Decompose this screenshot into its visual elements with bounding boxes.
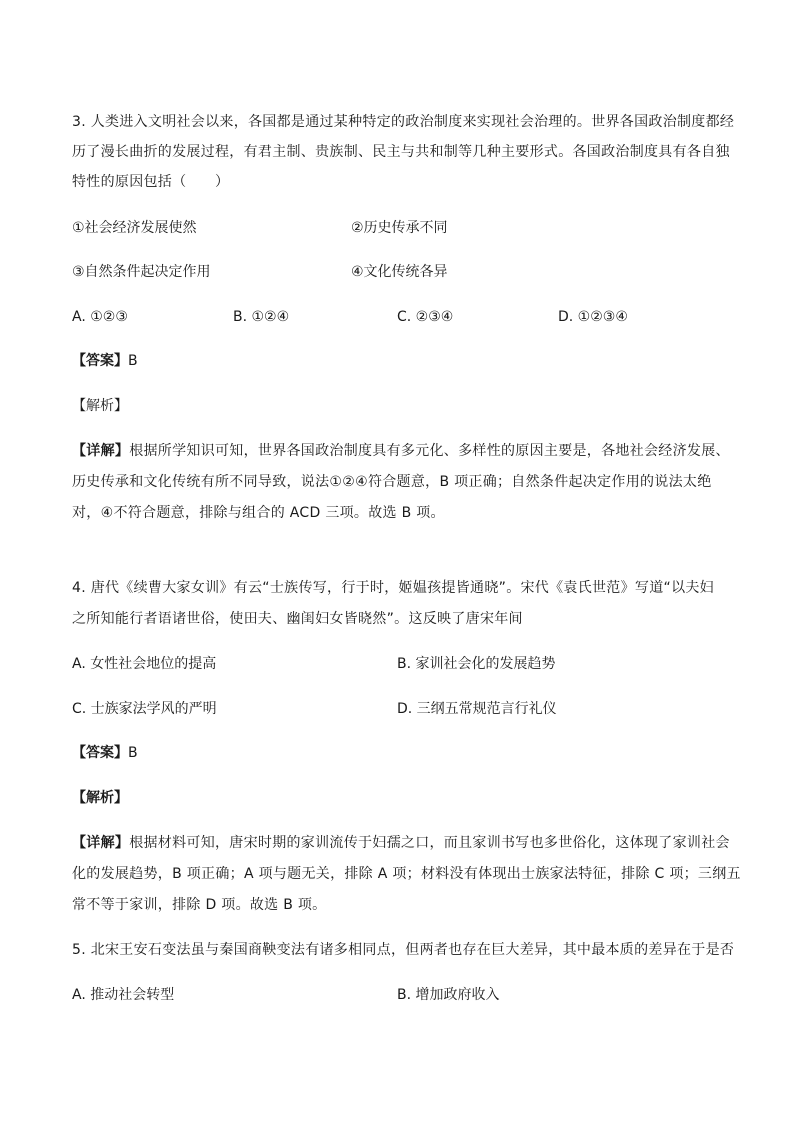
q4-option-d: D. 三纲五常规范言行礼仪 [397, 701, 557, 717]
q4-detail-line-2: 化的发展趋势，B 项正确；A 项与题无关，排除 A 项；材料没有体现出士族家法特征，排除 C 项；三纲五 [72, 866, 741, 882]
q4-analysis-tag: 【解析】 [72, 790, 128, 806]
q4-option-c: C. 士族家法学风的严明 [72, 701, 217, 717]
q4-detail-tag: 【详解】 [72, 835, 130, 851]
q3-option-c: C. ②③④ [397, 309, 454, 325]
q3-stem-line-3: 特性的原因包括（ ） [72, 174, 230, 190]
q3-stem-line-1: 3. 人类进入文明社会以来，各国都是通过某种特定的政治制度来实现社会治理的。世界各国政治制度都经 [72, 114, 735, 130]
q4-option-b: B. 家训社会化的发展趋势 [397, 656, 556, 672]
q3-item-4: ④文化传统各异 [351, 264, 448, 280]
q3-detail-line-2: 历史传承和文化传统有所不同导致，说法①②④符合题意，B 项正确；自然条件起决定作用的说法太绝 [72, 474, 712, 490]
q3-analysis-tag: 【解析】 [72, 398, 128, 414]
q3-stem-line-2: 历了漫长曲折的发展过程，有君主制、贵族制、民主与共和制等几种主要形式。各国政治制度具有各自独 [72, 144, 730, 160]
q3-detail-line-1 [72, 441, 730, 461]
q3-option-b: B. ①②④ [233, 309, 290, 325]
q4-stem-line-2: 之所知能行者语诸世俗，使田夫、幽闺妇女皆晓然”。这反映了唐宋年间 [72, 611, 523, 627]
q3-option-d: D. ①②③④ [558, 309, 628, 325]
q3-answer-tag: 【答案】 [72, 353, 128, 369]
q3-item-3: ③自然条件起决定作用 [72, 264, 211, 280]
q4-detail-text-1: 根据材料可知，唐宋时期的家训流传于妇孺之口，而且家训书写也多世俗化，这体现了家训社会 [129, 835, 730, 851]
q3-detail-line-3: 对，④不符合题意，排除与组合的 ACD 三项。故选 B 项。 [72, 505, 445, 521]
q5-option-a: A. 推动社会转型 [72, 987, 175, 1003]
q5-stem-line-1: 5. 北宋王安石变法虽与秦国商鞅变法有诸多相同点，但两者也存在巨大差异，其中最本质的差异在于是否 [72, 942, 735, 958]
q4-detail-line-1 [72, 833, 730, 853]
q4-answer-tag: 【答案】 [72, 745, 128, 761]
q4-detail-line-3: 常不等于家训，排除 D 项。故选 B 项。 [72, 897, 327, 913]
q4-answer [72, 743, 138, 763]
q3-answer-value: B [128, 353, 138, 369]
q4-option-a: A. 女性社会地位的提高 [72, 656, 217, 672]
q3-option-a: A. ①②③ [72, 309, 128, 325]
q3-detail-tag: 【详解】 [72, 443, 130, 459]
q4-answer-value: B [128, 745, 138, 761]
q3-answer [72, 351, 138, 371]
q3-item-2: ②历史传承不同 [351, 220, 448, 236]
q3-detail-text-1: 根据所学知识可知，世界各国政治制度具有多元化、多样性的原因主要是，各地社会经济发展、 [129, 443, 730, 459]
q5-option-b: B. 增加政府收入 [397, 987, 500, 1003]
q3-item-1: ①社会经济发展使然 [72, 220, 197, 236]
q4-stem-line-1: 4. 唐代《续曹大家女训》有云“士族传写，行于时，姬媪孩提皆通晓”。宋代《袁氏世范》写道“以夫妇 [72, 580, 714, 596]
